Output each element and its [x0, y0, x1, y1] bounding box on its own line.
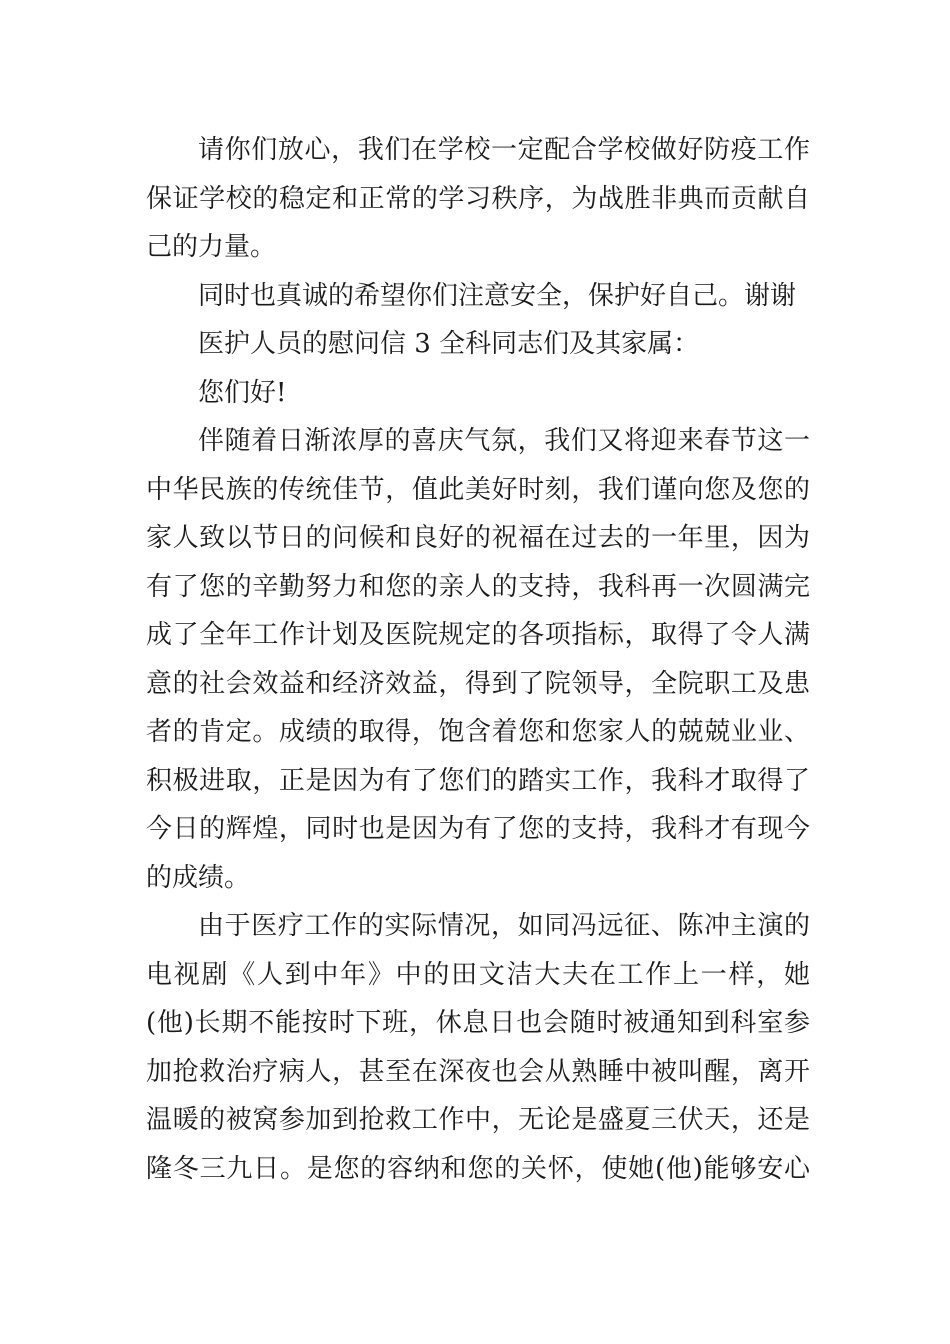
- text-line: 隆冬三九日。是您的容纳和您的关怀，使她(他)能够安心: [146, 1153, 810, 1184]
- text-line: 保证学校的稳定和正常的学习秩序，为战胜非典而贡献自: [146, 183, 810, 214]
- text-line: 成了全年工作计划及医院规定的各项指标，取得了令人满: [146, 620, 810, 650]
- text-line: 积极进取，正是因为有了您们的踏实工作，我科才取得了: [146, 765, 810, 796]
- text-line: 由于医疗工作的实际情况，如同冯远征、陈冲主演的: [198, 911, 810, 941]
- text-line: (他)长期不能按时下班，休息日也会随时被通知到科室参: [146, 1008, 810, 1038]
- text-line: 中华民族的传统佳节，值此美好时刻，我们谨向您及您的: [146, 474, 810, 505]
- text-line: 请你们放心，我们在学校一定配合学校做好防疫工作: [198, 135, 810, 165]
- text-line: 电视剧《人到中年》中的田文洁大夫在工作上一样，她: [146, 959, 810, 990]
- text-line: 有了您的辛勤努力和您的亲人的支持，我科再一次圆满完: [146, 571, 810, 602]
- greeting-line: 您们好!: [198, 377, 287, 408]
- text-line: 者的肯定。成绩的取得，饱含着您和您家人的兢兢业业、: [146, 717, 810, 747]
- text-line: 伴随着日渐浓厚的喜庆气氛，我们又将迎来春节这一: [198, 426, 810, 456]
- text-line: 的成绩。: [146, 862, 251, 893]
- letter-heading-line: 医护人员的慰问信 3 全科同志们及其家属：: [198, 329, 700, 359]
- text-line: 意的社会效益和经济效益，得到了院领导，全院职工及患: [146, 668, 810, 699]
- letter-body: [146, 126, 810, 1193]
- text-line: 温暖的被窝参加到抢救工作中，无论是盛夏三伏天，还是: [146, 1105, 810, 1135]
- text-line: 己的力量。: [146, 232, 277, 262]
- text-line: 今日的辉煌，同时也是因为有了您的支持，我科才有现今: [146, 814, 810, 844]
- text-line: 加抢救治疗病人，甚至在深夜也会从熟睡中被叫醒，离开: [146, 1056, 810, 1087]
- text-line: 同时也真诚的希望你们注意安全，保护好自己。谢谢: [198, 280, 797, 311]
- text-line: 家人致以节日的问候和良好的祝福在过去的一年里，因为: [146, 523, 810, 553]
